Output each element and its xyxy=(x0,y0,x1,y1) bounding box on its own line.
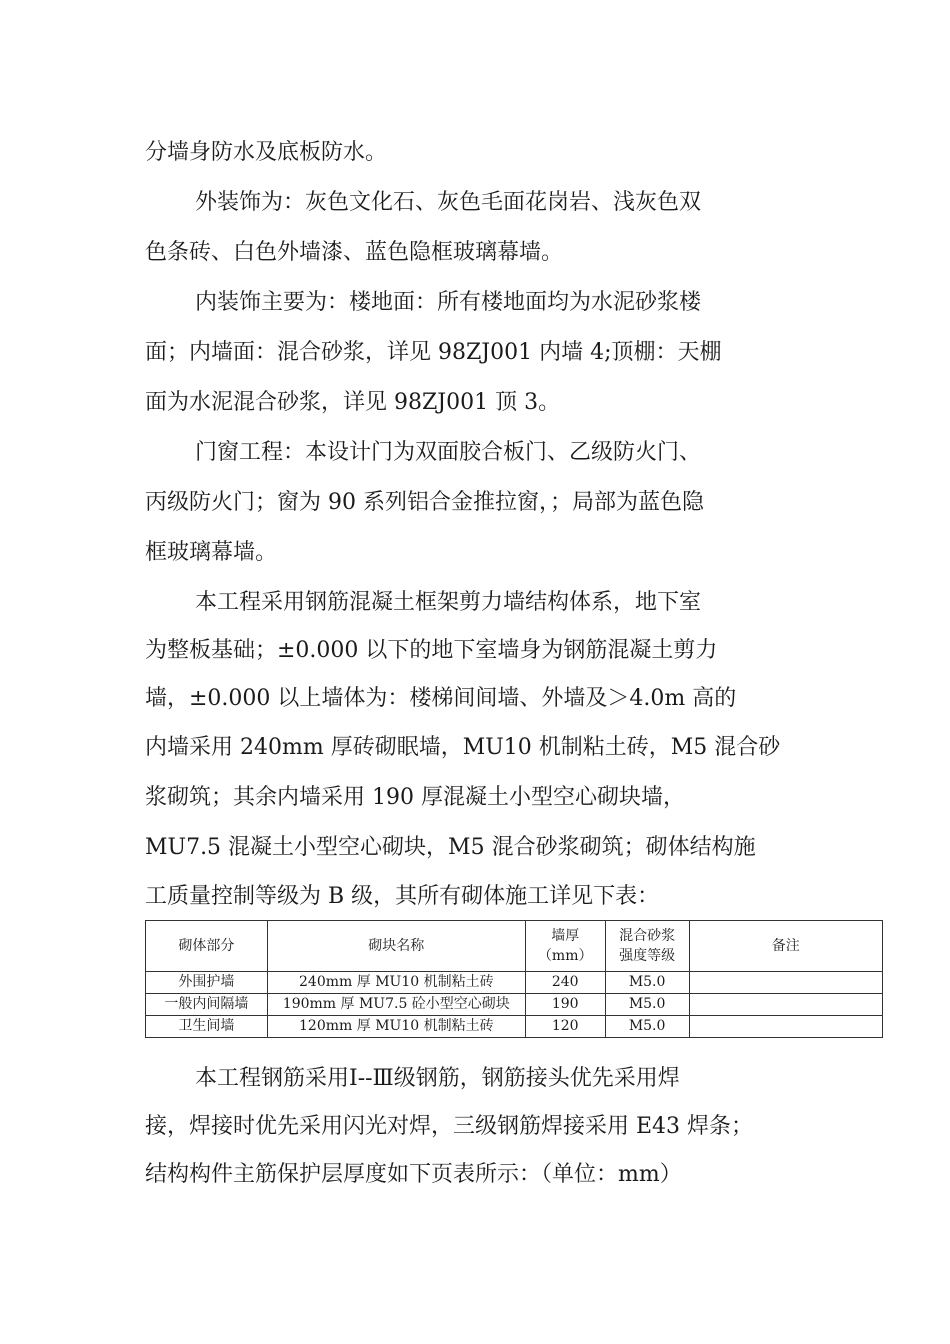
cell-thickness: 120 xyxy=(525,1016,605,1038)
paragraph-2-line-1: 外装饰为：灰色文化石、灰色毛面花岗岩、浅灰色双 xyxy=(195,190,702,215)
cell-part: 外围护墙 xyxy=(146,972,268,994)
paragraph-3-line-3: 面为水泥混合砂浆，详见 98ZJ001 顶 3。 xyxy=(145,390,561,415)
cell-mortar: M5.0 xyxy=(605,972,689,994)
paragraph-5-line-3: 墙，±0.000 以上墙体为：楼梯间间墙、外墙及＞4.0m 高的 xyxy=(145,686,737,711)
paragraph-5-line-5: 浆砌筑；其余内墙采用 190 厚混凝土小型空心砌块墙， xyxy=(145,785,685,810)
cell-mortar: M5.0 xyxy=(605,994,689,1016)
masonry-table xyxy=(145,920,883,1038)
cell-block: 240mm 厚 MU10 机制粘土砖 xyxy=(267,972,525,994)
paragraph-5-line-7: 工质量控制等级为 B 级，其所有砌体施工详见下表： xyxy=(145,884,660,909)
cell-part: 卫生间墙 xyxy=(146,1016,268,1038)
header-mortar-line-2: 强度等级 xyxy=(619,948,676,964)
cell-mortar: M5.0 xyxy=(605,1016,689,1038)
paragraph-4-line-1: 门窗工程：本设计门为双面胶合板门、乙级防火门、 xyxy=(195,440,702,465)
header-thickness-line-2: （mm） xyxy=(537,948,593,964)
paragraph-3-line-2: 面；内墙面：混合砂浆，详见 98ZJ001 内墙 4;顶棚：天棚 xyxy=(145,340,722,365)
header-thickness xyxy=(525,921,605,972)
header-block: 砌块名称 xyxy=(267,921,525,972)
header-part: 砌体部分 xyxy=(146,921,268,972)
paragraph-4-line-3: 框玻璃幕墙。 xyxy=(145,540,278,565)
table-row xyxy=(146,994,883,1016)
paragraph-1-line-1: 分墙身防水及底板防水。 xyxy=(145,140,388,165)
cell-block: 120mm 厚 MU10 机制粘土砖 xyxy=(267,1016,525,1038)
paragraph-6-line-1: 本工程钢筋采用Ⅰ--Ⅲ级钢筋，钢筋接头优先采用焊 xyxy=(195,1066,680,1091)
header-thickness-line-1: 墙厚 xyxy=(551,928,580,944)
paragraph-5-line-6: MU7.5 混凝土小型空心砌块，M5 混合砂浆砌筑；砌体结构施 xyxy=(145,835,756,860)
paragraph-5-line-4: 内墙采用 240mm 厚砖砌眠墙，MU10 机制粘土砖，M5 混合砂 xyxy=(145,735,781,760)
table-row xyxy=(146,972,883,994)
header-mortar-line-1: 混合砂浆 xyxy=(619,928,676,944)
header-mortar xyxy=(605,921,689,972)
table-header-row xyxy=(146,921,883,972)
cell-remark xyxy=(689,1016,882,1038)
cell-thickness: 190 xyxy=(525,994,605,1016)
cell-remark xyxy=(689,972,882,994)
paragraph-4-line-2: 丙级防火门；窗为 90 系列铝合金推拉窗，；局部为蓝色隐 xyxy=(145,490,704,515)
cell-thickness: 240 xyxy=(525,972,605,994)
paragraph-6-line-3: 结构构件主筋保护层厚度如下页表所示：（单位：mm） xyxy=(145,1162,682,1187)
table-row xyxy=(146,1016,883,1038)
paragraph-2-line-2: 色条砖、白色外墙漆、蓝色隐框玻璃幕墙。 xyxy=(145,240,564,265)
header-remark: 备注 xyxy=(689,921,882,972)
paragraph-3-line-1: 内装饰主要为：楼地面：所有楼地面均为水泥砂浆楼 xyxy=(195,290,702,315)
paragraph-5-line-1: 本工程采用钢筋混凝土框架剪力墙结构体系，地下室 xyxy=(195,590,702,615)
cell-remark xyxy=(689,994,882,1016)
paragraph-5-line-2: 为整板基础；±0.000 以下的地下室墙身为钢筋混凝土剪力 xyxy=(145,638,718,663)
paragraph-6-line-2: 接，焊接时优先采用闪光对焊，三级钢筋焊接采用 E43 焊条； xyxy=(145,1114,754,1139)
cell-block: 190mm 厚 MU7.5 砼小型空心砌块 xyxy=(267,994,525,1016)
cell-part: 一般内间隔墙 xyxy=(146,994,268,1016)
